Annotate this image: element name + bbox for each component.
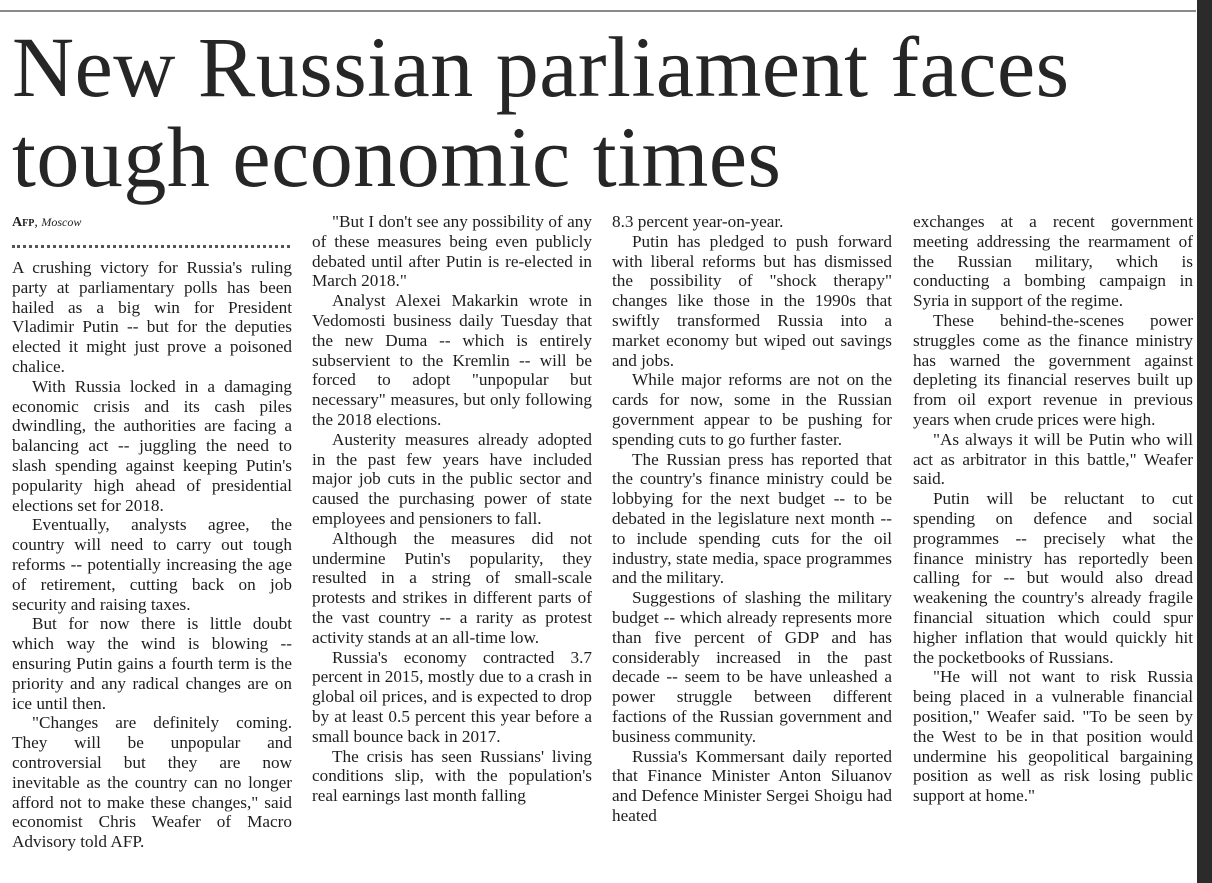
- paragraph: Suggestions of slashing the military budget -- which already represents more than five percent of GDP and has considerably increased in the past decade -- seem to be have unleashed a power struggle between different factions of the Russian government and business community.: [612, 588, 892, 746]
- top-rule: [0, 10, 1196, 12]
- paragraph: Russia's Kommersant daily reported that Finance Minister Anton Siluanov and Defence Minister Sergei Shoigu had heated: [612, 746, 892, 825]
- paragraph: Analyst Alexei Makarkin wrote in Vedomosti business daily Tuesday that the new Duma -- which is entirely subservient to the Kremlin -- will be forced to adopt "unpopular but necessary" measures, but only following the 2018 elections.: [312, 291, 592, 429]
- paragraph: A crushing victory for Russia's ruling party at parliamentary polls has been hailed as a big win for President Vladimir Putin -- but for the deputies elected it might just prove a poisoned chalice.: [12, 258, 292, 376]
- article-column-4: [913, 212, 1193, 883]
- byline: [12, 212, 292, 233]
- paragraph: Putin has pledged to push forward with liberal reforms but has dismissed the possibility of "shock therapy" changes like those in the 1990s that swiftly transformed Russia into a market economy but wiped out savings and jobs.: [612, 231, 892, 370]
- paragraph: While major reforms are not on the cards for now, some in the Russian government appear to be pushing for spending cuts to go further faster.: [612, 370, 892, 449]
- paragraph: The crisis has seen Russians' living conditions slip, with the population's real earnings last month falling: [312, 746, 592, 806]
- paragraph: Although the measures did not undermine Putin's popularity, they resulted in a string of small-scale protests and strikes in different parts of the vast country -- a rarity as protest activity stands at an all-time low.: [312, 528, 592, 647]
- paragraph: "He will not want to risk Russia being placed in a vulnerable financial position," Weafer said. "To be seen by the West to be in that position would undermine his geopolitical bargaining position as well as risk losing public support at home.": [913, 667, 1193, 806]
- byline-separator: ,: [34, 215, 42, 230]
- paragraph: "Changes are definitely coming. They will be unpopular and controversial but they are now inevitable as the country can no longer afford not to make these changes," said economist Chris Weafer of Macro Advisory told AFP.: [12, 713, 292, 852]
- paragraph: "As always it will be Putin who will act as arbitrator in this battle," Weafer said.: [913, 429, 1193, 489]
- paragraph: Eventually, analysts agree, the country will need to carry out tough reforms -- potentially increasing the age of retirement, cutting back on job security and raising taxes.: [12, 515, 292, 614]
- paragraph: "But I don't see any possibility of any of these measures being even publicly debated until after Putin is re-elected in March 2018.": [312, 212, 592, 291]
- dotted-divider: [12, 235, 290, 248]
- paragraph: 8.3 percent year-on-year.: [612, 212, 784, 231]
- paragraph: Russia's economy contracted 3.7 percent in 2015, mostly due to a crash in global oil prices, and is expected to drop by at least 0.5 percent this year before a small bounce back in 2017.: [312, 647, 592, 746]
- byline-agency: Afp: [12, 215, 35, 230]
- page-edge: [1197, 0, 1212, 883]
- paragraph: The Russian press has reported that the country's finance ministry could be lobbying for the next budget -- to be debated in the legislature next month -- to include spending cuts for the oil industry, state media, space programmes and the military.: [612, 449, 892, 588]
- headline: New Russian parliament faces tough economic times: [12, 19, 1070, 205]
- paragraph: Austerity measures already adopted in the past few years have included major job cuts in the public sector and caused the purchasing power of state employees and pensioners to fall.: [312, 429, 592, 528]
- article-column-3: [612, 212, 892, 883]
- paragraph: Putin will be reluctant to cut spending on defence and social programmes -- precisely what the finance ministry has reportedly been calling for -- but would also dread weakening the country's already fragile financial situation which could spur higher inflation that would quickly hit the pocketbooks of Russians.: [913, 489, 1193, 667]
- paragraph: With Russia locked in a damaging economic crisis and its cash piles dwindling, the authorities are facing a balancing act -- juggling the need to slash spending against keeping Putin's popularity high ahead of presidential elections set for 2018.: [12, 376, 292, 515]
- paragraph: These behind-the-scenes power struggles come as the finance ministry has warned the government against depleting its financial reserves built up from oil export revenue in previous years when crude prices were high.: [913, 310, 1193, 429]
- paragraph: But for now there is little doubt which way the wind is blowing -- ensuring Putin gains a fourth term is the priority and any radical changes are on ice until then.: [12, 614, 292, 713]
- article-column-2: [312, 212, 592, 883]
- byline-location: Moscow: [41, 215, 82, 229]
- paragraph: exchanges at a recent government meeting addressing the rearmament of the Russian military, which is conducting a bombing campaign in Syria in support of the regime.: [913, 212, 1193, 311]
- article-column-1: [12, 212, 292, 883]
